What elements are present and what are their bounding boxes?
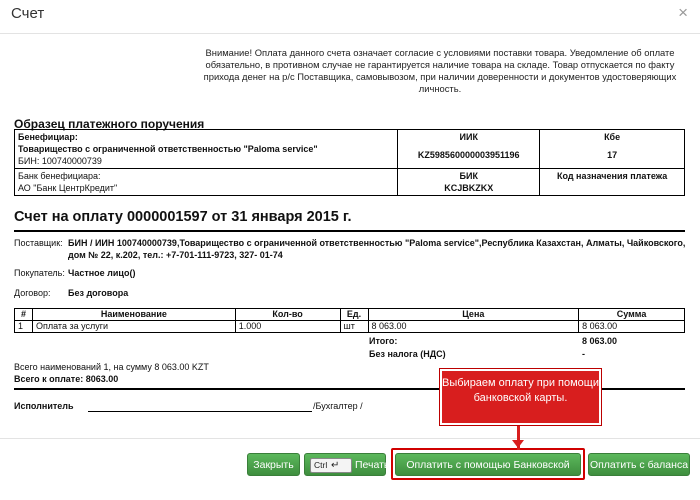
bank-label: Банк бенефициара: [18, 171, 101, 181]
bank-name: АО "Банк ЦентрКредит" [18, 183, 118, 193]
cell-price: 8 063.00 [368, 321, 579, 333]
cell-number: 1 [15, 321, 33, 333]
pay-by-card-highlight [391, 448, 585, 480]
annotation-callout: Выбираем оплату при помощи банковской карты. [440, 369, 601, 425]
dialog-header [0, 0, 700, 34]
callout-arrow-icon [512, 440, 524, 448]
vat-value: - [582, 349, 585, 359]
payment-sample-heading: Образец платежного поручения [14, 117, 205, 131]
vat-label: Без налога (НДС) [369, 349, 446, 359]
cell-unit: шт [340, 321, 368, 333]
total-to-pay: Всего к оплате: 8063.00 [14, 374, 119, 384]
purpose-cell [540, 169, 685, 196]
total-value: 8 063.00 [582, 336, 618, 346]
col-header-unit: Ед. [340, 309, 368, 321]
print-button[interactable] [304, 453, 390, 476]
beneficiary-bin: БИН: 100740000739 [18, 156, 102, 166]
kbe-cell [540, 130, 685, 169]
kbe-label: Кбе [604, 132, 621, 142]
dialog-title: Счет [11, 5, 45, 22]
close-button[interactable]: Закрыть [247, 453, 300, 476]
kbe-value: 17 [607, 150, 618, 160]
bik-label: БИК [459, 171, 478, 181]
supplier-label: Поставщик: [14, 238, 63, 248]
signature-line [88, 411, 312, 412]
beneficiary-name: Товарищество с ограниченной ответственностью "Paloma service" [18, 144, 318, 154]
supplier-line-1: БИН / ИИН 100740000739,Товарищество с ограниченной ответственностью "Paloma service",Республика Казахстан, Алматы, Чайковского, [68, 238, 686, 248]
cell-name: Оплата за услуги [32, 321, 235, 333]
items-header-row [15, 309, 685, 321]
col-header-sum: Сумма [579, 309, 685, 321]
bank-cell [15, 169, 398, 196]
buyer-row [14, 267, 314, 279]
beneficiary-label: Бенефициар: [18, 132, 78, 142]
pay-from-balance-button[interactable]: Оплатить с баланса [588, 453, 690, 476]
iik-cell [398, 130, 540, 169]
contract-row [14, 287, 314, 299]
supplier-line-2: дом № 22, к.202, тел.: +7-701-111-9723, 327- 01-74 [68, 250, 283, 260]
cell-sum: 8 063.00 [579, 321, 685, 333]
supplier-row [14, 237, 694, 263]
bik-cell [398, 169, 540, 196]
iik-label: ИИК [459, 132, 478, 142]
col-header-name: Наименование [32, 309, 235, 321]
total-label: Итого: [369, 336, 398, 346]
ctrl-key-label: Ctrl [314, 460, 328, 470]
title-divider [14, 230, 685, 232]
executor-label: Исполнитель [14, 401, 74, 411]
footer-divider [0, 438, 700, 439]
contract-value: Без договора [68, 288, 129, 298]
beneficiary-cell [15, 130, 398, 169]
close-icon[interactable]: × [678, 3, 688, 22]
purpose-label: Код назначения платежа [556, 171, 668, 181]
table-row [15, 321, 685, 333]
items-summary: Всего наименований 1, на сумму 8 063.00 KZT [14, 362, 209, 372]
bik-value: KCJBKZKX [444, 183, 494, 193]
invoice-title: Счет на оплату 0000001597 от 31 января 2015 г. [14, 209, 352, 225]
items-table [14, 308, 685, 333]
iik-value: KZ598560000003951196 [417, 150, 520, 160]
pay-by-card-button[interactable]: Оплатить с помощью Банковской карты [395, 453, 581, 476]
contract-label: Договор: [14, 288, 51, 298]
col-header-number: # [15, 309, 33, 321]
col-header-price: Цена [368, 309, 579, 321]
print-button-label: Печать [355, 459, 390, 471]
payment-details-table [14, 129, 685, 196]
buyer-value: Частное лицо() [68, 268, 136, 278]
cell-qty: 1.000 [235, 321, 340, 333]
buyer-label: Покупатель: [14, 268, 65, 278]
col-header-qty: Кол-во [235, 309, 340, 321]
enter-arrow-icon: ↵ [331, 460, 340, 471]
notice-text: Внимание! Оплата данного счета означает согласие с условиями поставки товара. Уведомление об оплате обязательно, в противном случае не гарантируется наличие товара на складе. Товар отпускается по факту прихода денег на р/с Поставщика, самовывозом, при наличии доверенности и документов удостоверяющих личность. [203, 47, 677, 94]
accountant-label: /Бухгалтер / [313, 401, 363, 411]
ctrl-enter-key-icon [310, 458, 352, 473]
